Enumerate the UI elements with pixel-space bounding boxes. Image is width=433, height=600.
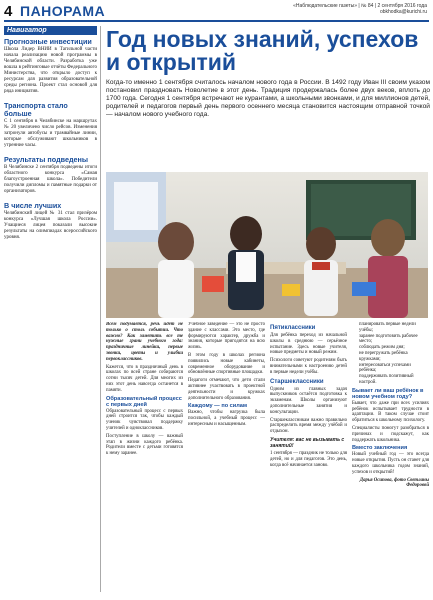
column-divider xyxy=(100,26,101,592)
news-heading: Прогнозные инвестиции xyxy=(4,37,92,46)
sidebar-news-2 xyxy=(4,156,97,195)
list-item: • интересоваться успехами ребёнка; xyxy=(359,363,429,375)
body-paragraph: Для ребёнка переход из начальной школы в среднюю — серьёзное испытание. Здесь новые учителя, новые предметы и новый режим. xyxy=(270,333,347,356)
body-paragraph: Кажется, что в праздничный день в школах по всей стране собираются сотни тысяч детей. Для многих из них этот день навсегда останется в памяти. xyxy=(106,364,183,393)
page-header xyxy=(0,0,433,22)
byline: Дарья Осипова, фото Светланы Федоровой xyxy=(359,477,429,488)
section-heading: Старшеклассники xyxy=(270,378,324,385)
body-column-2 xyxy=(188,322,265,592)
subheading: Образовательный процесс с первых дней xyxy=(106,395,182,408)
body-paragraph: Учебное заведение — это не просто здание с классами. Это место, где формируются характер, дружба и знания, которые пригодятся на всю жизнь. xyxy=(188,322,265,351)
news-heading: Результаты подведены xyxy=(4,155,88,164)
sidebar-news-1 xyxy=(4,102,97,149)
list-item: • заранее подготовить рабочее место; xyxy=(359,334,429,346)
body-paragraph: 1 сентября — праздник не только для детей, но и для педагогов. Это день, когда всё начинается заново. xyxy=(270,450,347,468)
list-item: • поддерживать позитивный настрой. xyxy=(359,374,429,386)
article-photo xyxy=(106,172,428,318)
news-text: В Челябинске 2 сентября подведены итоги областного конкурса «Самая благоустроенная школа». Победители получили дипломы и памятные подарки от организаторов. xyxy=(4,165,97,194)
news-heading: Транспорта стало больше xyxy=(4,101,68,118)
subheading: Бывает ли ваш ребёнок в новом учебном году? xyxy=(352,387,424,400)
body-paragraph: Новый учебный год — это всегда новые открытия. Пусть он станет для каждого школьника годом знаний, успехов и открытий! xyxy=(352,452,429,475)
subheading: Каждому — по силам xyxy=(188,403,248,410)
body-paragraph: Бывает, что даже при всех усилиях ребёнок испытывает трудности в адаптации. В таком случае стоит обратиться к школьному психологу. xyxy=(352,400,429,424)
news-heading: В числе лучших xyxy=(4,201,62,210)
body-paragraph: Поступление в школу — важный этап в жизни каждого ребёнка. Родители вместе с детьми готовятся к нему заранее. xyxy=(106,433,183,457)
body-column-3 xyxy=(270,322,347,592)
sidebar-news-0 xyxy=(4,38,97,95)
body-paragraph: Всем подумается, речь идёт не только о столь событии. Что важно? Как заметить все те нужные грани учебного года: праздничные линейки, первые звонки, цветы и улыбки первоклассников. xyxy=(106,322,183,362)
article-title: Год новых знаний, успехов и открытий xyxy=(106,26,419,75)
tips-list xyxy=(352,322,429,386)
body-column-4 xyxy=(352,322,429,592)
subheading: Вместо заключения xyxy=(352,445,408,452)
body-paragraph: В этом году в школах региона появились новые кабинеты, современное оборудование и обновлённые спортивные площадки. xyxy=(188,352,265,376)
body-paragraph: Старшеклассникам важно правильно распределить время между учёбой и отдыхом. xyxy=(270,417,347,435)
section-title: ПАНОРАМА xyxy=(20,3,106,19)
body-paragraph: Психологи советуют родителям быть внимательными к настроению детей в первые недели учёбы. xyxy=(270,358,347,375)
sidebar-news-3 xyxy=(4,202,97,241)
body-paragraph: Педагоги отмечают, что дети стали активнее участвовать в проектной деятельности и кружках дополнительного образования. xyxy=(188,378,265,401)
list-item: • планировать первые недели учёбы; xyxy=(359,322,429,334)
sidebar xyxy=(4,26,97,592)
list-item: • соблюдать режим дня; xyxy=(359,345,429,351)
issue-meta xyxy=(293,3,427,15)
issue-line: «Наблюдательские газеты» | № 84 | 2 сентября 2016 года xyxy=(293,3,427,9)
sidebar-label: Навигатор xyxy=(4,26,97,35)
news-text: Челябинский лицей № 31 стал призёром конкурса «Лучшая школа России». Учащиеся лицея показали высокие результаты на олимпиадах всероссийского уровня. xyxy=(4,211,97,240)
page-number: 4 xyxy=(4,3,13,20)
body-column-1 xyxy=(106,322,183,592)
issue-email: obkhodka@kurichi.ru xyxy=(379,9,427,15)
body-paragraph: Образовательный процесс с первых дней строится так, чтобы каждый ученик чувствовал поддержку учителей и одноклассников. xyxy=(106,408,183,431)
classroom-photo xyxy=(106,172,428,318)
section-heading: Пятиклассники xyxy=(270,325,316,331)
news-text: С 1 сентября в Челябинске на маршрутах № 20 увеличено число рейсов. Изменения затронули автобусы и трамвайные линии, которые обслуживают школьников в утренние часы. xyxy=(4,119,97,148)
list-item: • не перегружать ребёнка кружками; xyxy=(359,351,429,363)
article-lead: Когда-то именно 1 сентября считалось началом нового года в России. В 1492 году Иван III своим указом постановил праздновать Новолетие в этот день. Традиция продержалась более двух веков, вплоть до 1700 года. Сегодня 1 сентября встречают не курантами, а школьными звонками, и для миллионов детей, родителей и педагогов первый день первого осеннего месяца становится настоящим отправной точкой — началом нового учебного года. xyxy=(106,79,430,118)
body-paragraph: Одним из главных задач выпускников остаётся подготовка к экзаменам. Школы организуют дополнительные занятия и консультации. xyxy=(270,386,347,415)
header-rule xyxy=(4,20,429,22)
article-body xyxy=(106,322,430,592)
body-paragraph: Важно, чтобы нагрузка была посильной, а учебный процесс — интересным и насыщенным. xyxy=(188,410,265,427)
callout: Учителя: вас не вызывать с занятий! xyxy=(270,436,345,449)
news-text: Школа Лидер ВНИИ в Тагильной части начала реализацию новой программы в Челябинской области. Разработка уже вошла в рейтинговые отчёты Федерального Министерства, что открыло доступ к ресурсам для развития образовательной среды региона. Проект стал основой для ряда инициатив. xyxy=(4,47,97,94)
body-paragraph: Специалисты помогут разобраться в причинах и подскажут, как поддержать школьника. xyxy=(352,425,429,443)
